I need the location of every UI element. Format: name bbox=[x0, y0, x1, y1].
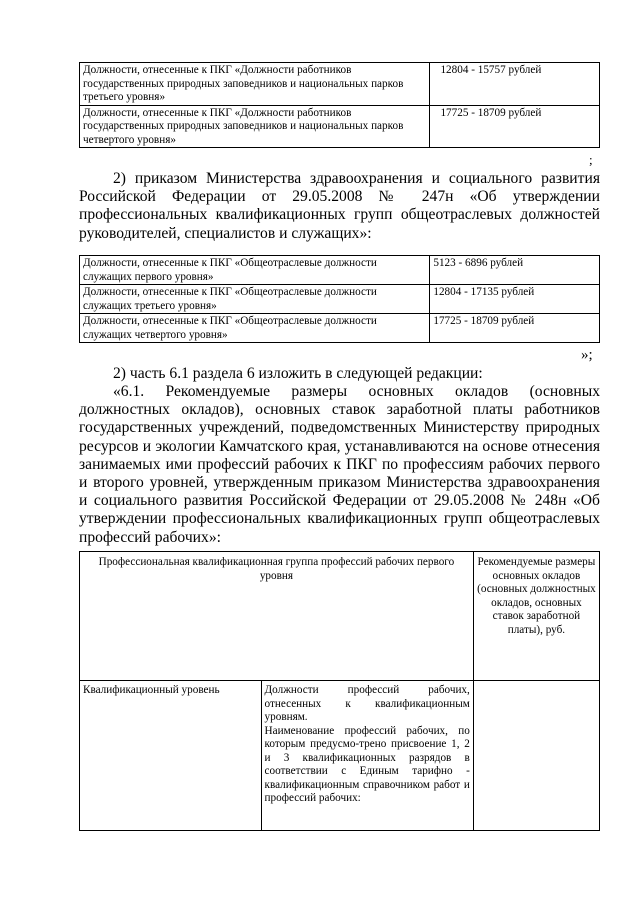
position-group-cell: Должности, отнесенные к ПКГ «Должности работников государственных природных заповедников и национальных парков четвертого уровня» bbox=[80, 105, 430, 148]
table-row bbox=[80, 63, 600, 106]
paragraph-amendment bbox=[79, 365, 600, 383]
table-end-semicolon: ; bbox=[589, 152, 593, 167]
salary-range-cell: 17725 - 18709 рублей bbox=[430, 105, 600, 148]
paragraph-order-247n bbox=[79, 170, 600, 243]
salary-table-general-positions bbox=[79, 255, 600, 343]
table-row bbox=[80, 314, 600, 343]
table-row bbox=[80, 285, 600, 314]
salary-range-cell: 5123 - 6896 рублей bbox=[430, 256, 600, 285]
table-row bbox=[80, 681, 600, 831]
salary-table-reserves bbox=[79, 62, 600, 148]
paragraph-text: 2) часть 6.1 раздела 6 изложить в следующей редакции: bbox=[113, 365, 483, 382]
position-group-cell: Должности, отнесенные к ПКГ «Общеотраслевые должности служащих первого уровня» bbox=[80, 256, 430, 285]
closing-quote-semicolon: »; bbox=[581, 347, 593, 363]
position-group-cell: Должности, отнесенные к ПКГ «Должности работников государственных природных заповедников и национальных парков третьего уровня» bbox=[80, 63, 430, 106]
header-qualification-group: Профессиональная квалификационная группа профессий рабочих первого уровня bbox=[80, 552, 474, 681]
salary-range-cell: 17725 - 18709 рублей bbox=[430, 314, 600, 343]
description-part-1: Должности профессий рабочих, отнесенных к квалификационным уровням. bbox=[264, 684, 470, 723]
table-row bbox=[80, 256, 600, 285]
table-row bbox=[80, 105, 600, 148]
position-group-cell: Должности, отнесенные к ПКГ «Общеотраслевые должности служащих третьего уровня» bbox=[80, 285, 430, 314]
worker-professions-table bbox=[79, 551, 600, 831]
salary-range-cell: 12804 - 17135 рублей bbox=[430, 285, 600, 314]
paragraph-text: «6.1. Рекомендуемые размеры основных окладов (основных должностных окладов), основных ставок заработной платы работников государственных учреждений, подведомственных Министерству природных ресурсов и экологии Камчатского края, устанавливаются на основе отнесения занимаемых ими профессий рабочих к ПКГ по профессиям рабочих первого и второго уровней, утвержденным приказом Министерства здравоохранения и социального развития Российской Федерации от 29.05.2008 № 248н «Об утверждении профессиональных квалификационных групп общеотраслевых профессий рабочих»: bbox=[79, 383, 600, 546]
salary-value-cell bbox=[473, 681, 599, 831]
description-part-2: Наименование профессий рабочих, по которым предусмо-трено присвоение 1, 2 и 3 квалификационных разрядов в соответствии с Единым тарифно - квалификационным справочником работ и профессий рабочих: bbox=[264, 724, 470, 804]
paragraph-section-6-1 bbox=[79, 383, 600, 547]
qualification-level-cell: Квалификационный уровень bbox=[80, 681, 262, 831]
position-group-cell: Должности, отнесенные к ПКГ «Общеотраслевые должности служащих четвертого уровня» bbox=[80, 314, 430, 343]
table-header-row bbox=[80, 552, 600, 681]
paragraph-text: 2) приказом Министерства здравоохранения и социального развития Российской Федерации от 29.05.2008 № 247н «Об утверждении профессиональных квалификационных групп общеотраслевых должностей руководителей, специалистов и служащих»: bbox=[79, 170, 600, 242]
salary-range-cell: 12804 - 15757 рублей bbox=[430, 63, 600, 106]
header-recommended-salary: Рекомендуемые размеры основных окладов (основных должностных окладов, основных ставок заработной платы), руб. bbox=[473, 552, 599, 681]
professions-description-cell bbox=[261, 681, 473, 831]
